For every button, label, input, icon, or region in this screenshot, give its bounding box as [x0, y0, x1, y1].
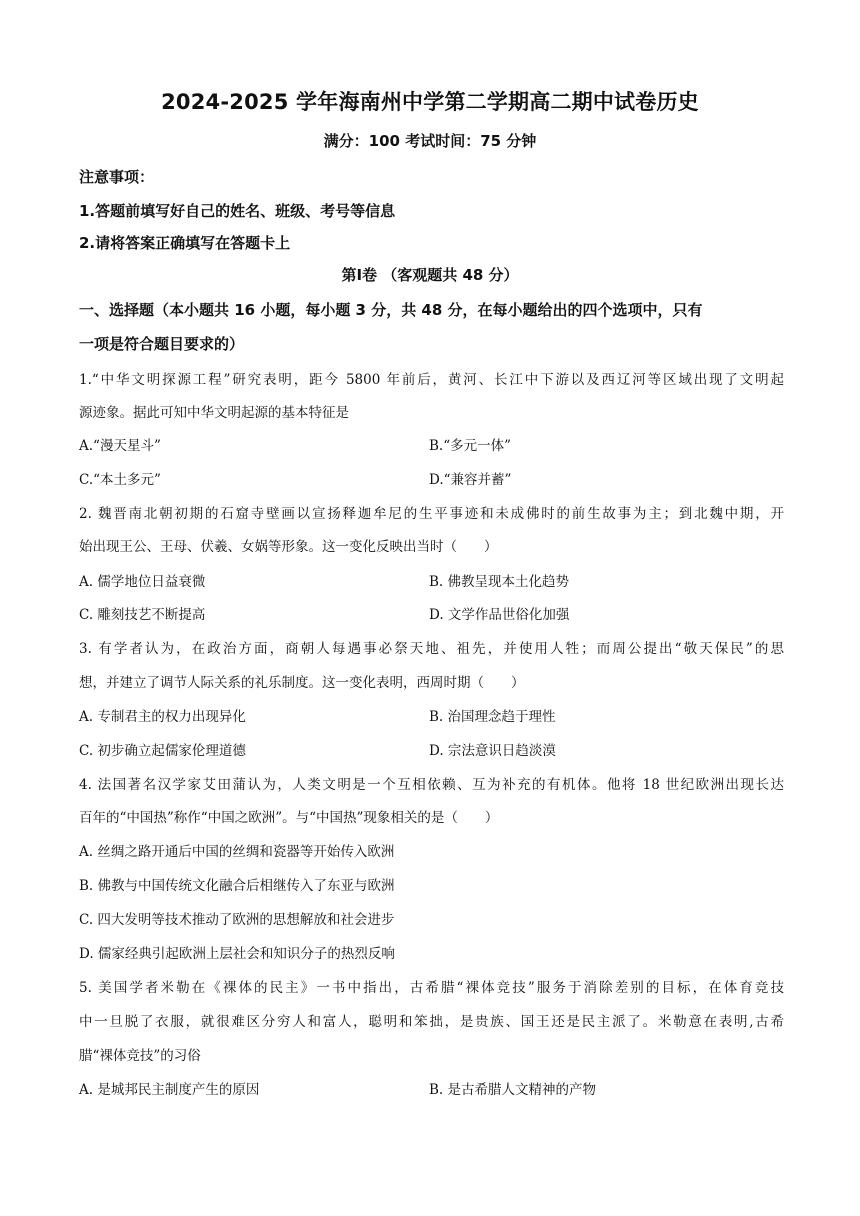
question-3-text-line-2: 想，并建立了调节人际关系的礼乐制度。这一变化表明，西周时期（ ） — [79, 675, 525, 691]
section-instructions-line-1: 一、选择题（本小题共 16 小题，每小题 3 分，共 48 分，在每小题给出的四个选项中，只有 — [79, 301, 703, 319]
question-5-text-line-1: 5. 美国学者米勒在《裸体的民主》一书中指出，古希腊“裸体竞技”服务于消除差别的目标，在体育竞技 — [79, 980, 784, 996]
question-2-option-c: C. 雕刻技艺不断提高 — [79, 607, 206, 623]
question-1-option-c: C.“本土多元” — [79, 472, 161, 488]
question-1-option-a: A.“漫天星斗” — [79, 438, 161, 454]
question-4-option-a: A. 丝绸之路开通后中国的丝绸和瓷器等开始传入欧洲 — [79, 844, 395, 860]
question-3-text-line-1: 3. 有学者认为，在政治方面，商朝人每遇事必祭天地、祖先，并使用人牲；而周公提出“敬天保民”的思 — [79, 641, 784, 657]
question-3-option-c: C. 初步确立起儒家伦理道德 — [79, 743, 246, 759]
question-3-option-a: A. 专制君主的权力出现异化 — [79, 709, 246, 725]
question-1-option-b: B.“多元一体” — [429, 438, 512, 454]
section-instructions-line-2: 一项是符合题目要求的） — [79, 335, 245, 353]
question-5-option-a: A. 是城邦民主制度产生的原因 — [79, 1082, 260, 1098]
question-4-option-d: D. 儒家经典引起欧洲上层社会和知识分子的热烈反响 — [79, 946, 395, 962]
question-5-option-b: B. 是古希腊人文精神的产物 — [429, 1082, 597, 1098]
question-2-text-line-1: 2. 魏晋南北朝初期的石窟寺壁画以宣扬释迦牟尼的生平事迹和未成佛时的前生故事为主；到北魏中期，开 — [79, 506, 784, 522]
question-4-text-line-2: 百年的“中国热”称作“中国之欧洲”。与“中国热”现象相关的是（ ） — [79, 810, 499, 826]
question-4-option-c: C. 四大发明等技术推动了欧洲的思想解放和社会进步 — [79, 912, 395, 928]
exam-title: 2024-2025 学年海南州中学第二学期高二期中试卷历史 — [161, 90, 699, 114]
question-4-option-b: B. 佛教与中国传统文化融合后相继传入了东亚与欧洲 — [79, 878, 395, 894]
notes-item-1: 1.答题前填写好自己的姓名、班级、考号等信息 — [79, 202, 396, 220]
question-1-text-line-2: 源迹象。据此可知中华文明起源的基本特征是 — [79, 405, 349, 421]
question-2-option-d: D. 文学作品世俗化加强 — [429, 607, 570, 623]
question-5-text-line-2: 中一旦脱了衣服，就很难区分穷人和富人，聪明和笨拙，是贵族、国王还是民主派了。米勒意在表明,古希 — [79, 1014, 784, 1030]
question-3-option-b: B. 治国理念趋于理性 — [429, 709, 556, 725]
notes-heading: 注意事项： — [79, 168, 155, 186]
question-5-text-line-3: 腊“裸体竞技”的习俗 — [79, 1048, 201, 1064]
exam-subtitle: 满分：100 考试时间：75 分钟 — [323, 132, 537, 150]
question-1-option-d: D.“兼容并蓄” — [429, 472, 512, 488]
part-heading: 第Ⅰ卷 （客观题共 48 分） — [341, 266, 519, 284]
question-4-text-line-1: 4. 法国著名汉学家艾田蒲认为，人类文明是一个互相依赖、互为补充的有机体。他将 18 世纪欧洲出现长达 — [79, 777, 784, 793]
question-2-option-b: B. 佛教呈现本土化趋势 — [429, 574, 570, 590]
question-2-text-line-2: 始出现王公、王母、伏羲、女娲等形象。这一变化反映出当时（ ） — [79, 539, 498, 555]
question-1-text-line-1: 1.“中华文明探源工程”研究表明，距今 5800 年前后，黄河、长江中下游以及西辽河等区域出现了文明起 — [79, 372, 784, 388]
notes-item-2: 2.请将答案正确填写在答题卡上 — [79, 234, 291, 252]
question-3-option-d: D. 宗法意识日趋淡漠 — [429, 743, 556, 759]
question-2-option-a: A. 儒学地位日益衰微 — [79, 574, 206, 590]
